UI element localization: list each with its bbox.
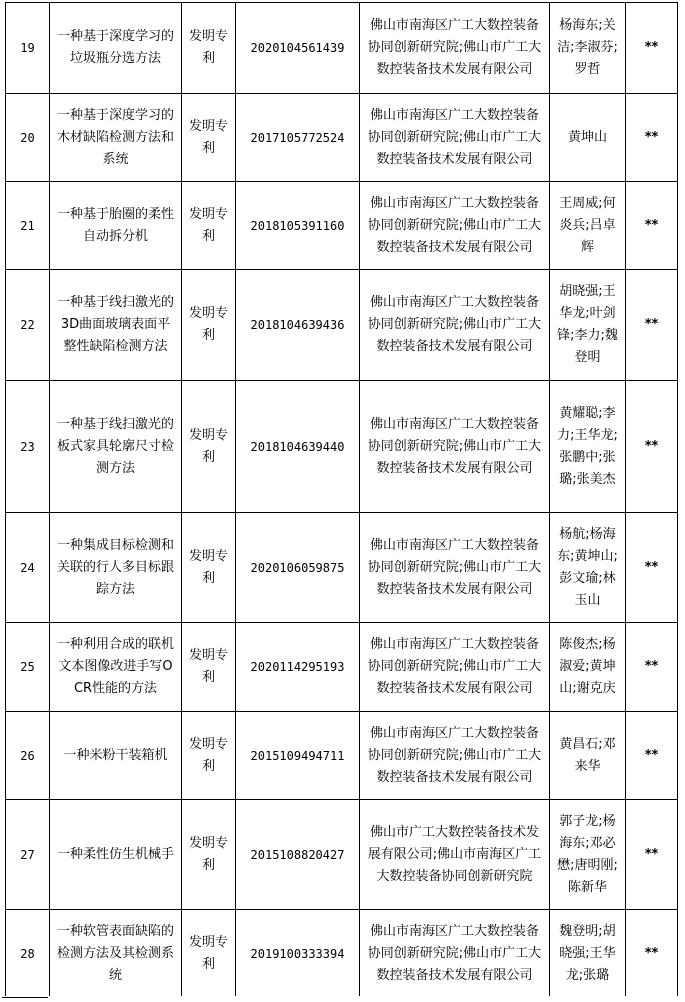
row-number: 27 <box>6 800 50 910</box>
inventors: 魏登明;胡晓强;王华龙;张璐 <box>550 910 626 999</box>
patent-number: 2020106059875 <box>236 513 360 623</box>
rating-mark: ** <box>626 910 678 999</box>
patent-owner: 佛山市南海区广工大数控装备协同创新研究院;佛山市广工大数控装备技术发展有限公司 <box>360 513 550 623</box>
patent-owner: 佛山市南海区广工大数控装备协同创新研究院;佛山市广工大数控装备技术发展有限公司 <box>360 270 550 381</box>
table-row <box>6 910 678 999</box>
patent-type: 发明专利 <box>182 381 236 513</box>
patent-number: 2015108820427 <box>236 800 360 910</box>
table-row <box>6 3 678 94</box>
patent-number: 2018104639440 <box>236 381 360 513</box>
table-edge-line <box>2 997 48 998</box>
patent-type: 发明专利 <box>182 3 236 94</box>
page-bottom-margin <box>0 996 685 1002</box>
patent-name: 一种利用合成的联机文本图像改进手写OCR性能的方法 <box>50 623 182 712</box>
table-row <box>6 800 678 910</box>
patent-type: 发明专利 <box>182 910 236 999</box>
rating-mark: ** <box>626 513 678 623</box>
patent-owner: 佛山市南海区广工大数控装备协同创新研究院;佛山市广工大数控装备技术发展有限公司 <box>360 712 550 800</box>
patent-name: 一种软管表面缺陷的检测方法及其检测系统 <box>50 910 182 999</box>
patent-type: 发明专利 <box>182 712 236 800</box>
inventors: 黄昌石;邓来华 <box>550 712 626 800</box>
table-row <box>6 623 678 712</box>
rating-mark: ** <box>626 3 678 94</box>
row-number: 19 <box>6 3 50 94</box>
inventors: 郭子龙;杨海东;邓必懋;唐明刚;陈新华 <box>550 800 626 910</box>
patent-name: 一种集成目标检测和关联的行人多目标跟踪方法 <box>50 513 182 623</box>
row-number: 23 <box>6 381 50 513</box>
rating-mark: ** <box>626 800 678 910</box>
inventors: 陈俊杰;杨淑爱;黄坤山;谢克庆 <box>550 623 626 712</box>
row-number: 21 <box>6 182 50 270</box>
patent-number: 2015109494711 <box>236 712 360 800</box>
row-number: 20 <box>6 94 50 182</box>
table-row <box>6 381 678 513</box>
patent-owner: 佛山市南海区广工大数控装备协同创新研究院;佛山市广工大数控装备技术发展有限公司 <box>360 94 550 182</box>
patent-number: 2018105391160 <box>236 182 360 270</box>
patent-type: 发明专利 <box>182 623 236 712</box>
row-number: 26 <box>6 712 50 800</box>
patent-name: 一种基于深度学习的垃圾瓶分选方法 <box>50 3 182 94</box>
patent-type: 发明专利 <box>182 270 236 381</box>
table-row <box>6 182 678 270</box>
rating-mark: ** <box>626 94 678 182</box>
row-number: 28 <box>6 910 50 999</box>
table-row <box>6 513 678 623</box>
inventors: 王周威;何炎兵;吕卓辉 <box>550 182 626 270</box>
patent-type: 发明专利 <box>182 94 236 182</box>
table-row <box>6 94 678 182</box>
patent-name: 一种基于线扫激光的3D曲面玻璃表面平整性缺陷检测方法 <box>50 270 182 381</box>
inventors: 黄耀聪;李力;王华龙;张鹏中;张璐;张美杰 <box>550 381 626 513</box>
row-number: 22 <box>6 270 50 381</box>
row-number: 25 <box>6 623 50 712</box>
rating-mark: ** <box>626 270 678 381</box>
patent-name: 一种米粉干装箱机 <box>50 712 182 800</box>
rating-mark: ** <box>626 381 678 513</box>
patent-owner: 佛山市南海区广工大数控装备协同创新研究院;佛山市广工大数控装备技术发展有限公司 <box>360 910 550 999</box>
patent-owner: 佛山市南海区广工大数控装备协同创新研究院;佛山市广工大数控装备技术发展有限公司 <box>360 182 550 270</box>
inventors: 黄坤山 <box>550 94 626 182</box>
patent-table <box>5 2 678 999</box>
patent-name: 一种基于深度学习的木材缺陷检测方法和系统 <box>50 94 182 182</box>
rating-mark: ** <box>626 182 678 270</box>
patent-owner: 佛山市广工大数控装备技术发展有限公司;佛山市南海区广工大数控装备协同创新研究院 <box>360 800 550 910</box>
patent-table-body <box>6 3 678 999</box>
patent-name: 一种基于线扫激光的板式家具轮廓尺寸检测方法 <box>50 381 182 513</box>
patent-name: 一种基于胎圈的柔性自动拆分机 <box>50 182 182 270</box>
patent-owner: 佛山市南海区广工大数控装备协同创新研究院;佛山市广工大数控装备技术发展有限公司 <box>360 3 550 94</box>
patent-type: 发明专利 <box>182 800 236 910</box>
patent-owner: 佛山市南海区广工大数控装备协同创新研究院;佛山市广工大数控装备技术发展有限公司 <box>360 623 550 712</box>
patent-number: 2019100333394 <box>236 910 360 999</box>
patent-number: 2017105772524 <box>236 94 360 182</box>
patent-name: 一种柔性仿生机械手 <box>50 800 182 910</box>
table-row <box>6 712 678 800</box>
table-row <box>6 270 678 381</box>
patent-number: 2020104561439 <box>236 3 360 94</box>
patent-number: 2018104639436 <box>236 270 360 381</box>
inventors: 杨航;杨海东;黄坤山;彭文瑜;林玉山 <box>550 513 626 623</box>
row-number: 24 <box>6 513 50 623</box>
patent-owner: 佛山市南海区广工大数控装备协同创新研究院;佛山市广工大数控装备技术发展有限公司 <box>360 381 550 513</box>
inventors: 杨海东;关洁;李淑芬;罗哲 <box>550 3 626 94</box>
patent-type: 发明专利 <box>182 513 236 623</box>
rating-mark: ** <box>626 623 678 712</box>
patent-number: 2020114295193 <box>236 623 360 712</box>
patent-type: 发明专利 <box>182 182 236 270</box>
rating-mark: ** <box>626 712 678 800</box>
inventors: 胡晓强;王华龙;叶剑锋;李力;魏登明 <box>550 270 626 381</box>
